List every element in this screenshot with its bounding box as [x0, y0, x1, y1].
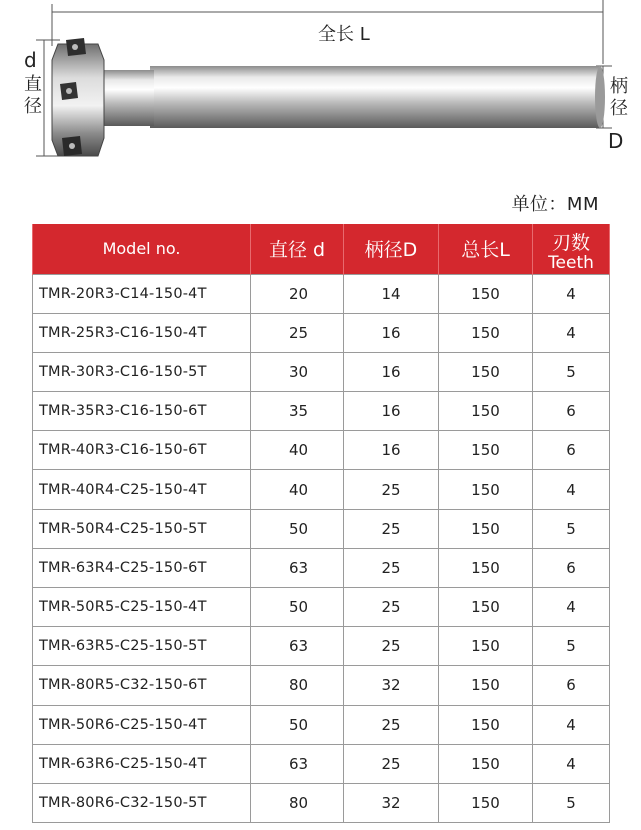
- row-teeth: 4: [533, 470, 610, 509]
- row-diameter: 40: [251, 470, 344, 509]
- header-length: 总长L: [439, 224, 533, 274]
- row-length: 150: [439, 783, 533, 822]
- header-teeth-cn: 刃数: [551, 232, 590, 255]
- table-header: [33, 224, 610, 274]
- row-teeth: 4: [533, 313, 610, 352]
- header-teeth-en: Teeth: [548, 252, 594, 273]
- row-model: TMR-50R5-C25-150-4T: [33, 588, 251, 627]
- row-length: 150: [439, 431, 533, 470]
- row-model: TMR-80R6-C32-150-5T: [33, 783, 251, 822]
- row-teeth: 5: [533, 352, 610, 391]
- row-diameter: 63: [251, 744, 344, 783]
- row-length: 150: [439, 588, 533, 627]
- diameter-cn-1: 直: [24, 74, 42, 95]
- row-shank: 32: [344, 783, 439, 822]
- diameter-letter: d: [24, 48, 37, 72]
- spec-table: [32, 224, 610, 823]
- row-diameter: 35: [251, 392, 344, 431]
- length-label: 全长 L: [318, 24, 370, 45]
- table-row: [33, 392, 610, 431]
- row-shank: 25: [344, 627, 439, 666]
- table-body: [33, 274, 610, 823]
- row-model: TMR-40R4-C25-150-4T: [33, 470, 251, 509]
- row-shank: 25: [344, 744, 439, 783]
- row-shank: 25: [344, 588, 439, 627]
- row-shank: 16: [344, 431, 439, 470]
- diameter-cn-2: 径: [24, 96, 42, 117]
- table-row: [33, 470, 610, 509]
- row-model: TMR-40R3-C16-150-6T: [33, 431, 251, 470]
- row-model: TMR-63R5-C25-150-5T: [33, 627, 251, 666]
- row-teeth: 4: [533, 588, 610, 627]
- row-length: 150: [439, 744, 533, 783]
- row-length: 150: [439, 313, 533, 352]
- row-diameter: 50: [251, 509, 344, 548]
- row-shank: 25: [344, 509, 439, 548]
- header-diameter: 直径 d: [251, 224, 344, 274]
- table-row: [33, 783, 610, 822]
- row-teeth: 4: [533, 744, 610, 783]
- shank-letter: D: [608, 129, 624, 153]
- row-length: 150: [439, 352, 533, 391]
- row-teeth: 4: [533, 705, 610, 744]
- row-teeth: 6: [533, 666, 610, 705]
- header-teeth: [533, 224, 610, 274]
- shank-cn-2: 径: [610, 98, 628, 119]
- row-teeth: 4: [533, 274, 610, 313]
- row-diameter: 63: [251, 627, 344, 666]
- table-row: [33, 274, 610, 313]
- table-row: [33, 744, 610, 783]
- table-row: [33, 509, 610, 548]
- row-model: TMR-35R3-C16-150-6T: [33, 392, 251, 431]
- row-model: TMR-50R6-C25-150-4T: [33, 705, 251, 744]
- row-diameter: 50: [251, 705, 344, 744]
- row-shank: 14: [344, 274, 439, 313]
- row-model: TMR-25R3-C16-150-4T: [33, 313, 251, 352]
- header-model: Model no.: [33, 224, 251, 274]
- row-teeth: 5: [533, 627, 610, 666]
- table-row: [33, 588, 610, 627]
- table-row: [33, 627, 610, 666]
- row-model: TMR-63R4-C25-150-6T: [33, 548, 251, 587]
- row-shank: 25: [344, 548, 439, 587]
- row-diameter: 50: [251, 588, 344, 627]
- row-shank: 25: [344, 470, 439, 509]
- table-row: [33, 666, 610, 705]
- row-length: 150: [439, 666, 533, 705]
- row-shank: 32: [344, 666, 439, 705]
- row-shank: 25: [344, 705, 439, 744]
- table-row: [33, 431, 610, 470]
- row-length: 150: [439, 548, 533, 587]
- row-teeth: 6: [533, 548, 610, 587]
- row-shank: 16: [344, 392, 439, 431]
- row-model: TMR-30R3-C16-150-5T: [33, 352, 251, 391]
- row-diameter: 80: [251, 783, 344, 822]
- row-length: 150: [439, 274, 533, 313]
- shank-cn-1: 柄: [610, 76, 628, 97]
- row-model: TMR-80R5-C32-150-6T: [33, 666, 251, 705]
- header-row: [33, 224, 610, 274]
- row-diameter: 80: [251, 666, 344, 705]
- row-diameter: 30: [251, 352, 344, 391]
- row-shank: 16: [344, 313, 439, 352]
- row-diameter: 63: [251, 548, 344, 587]
- unit-label: 单位：MM: [511, 194, 599, 215]
- row-length: 150: [439, 705, 533, 744]
- row-length: 150: [439, 392, 533, 431]
- row-teeth: 5: [533, 783, 610, 822]
- row-length: 150: [439, 470, 533, 509]
- table-row: [33, 705, 610, 744]
- table-row: [33, 352, 610, 391]
- table-row: [33, 313, 610, 352]
- header-shank: 柄径D: [344, 224, 439, 274]
- row-length: 150: [439, 509, 533, 548]
- row-diameter: 40: [251, 431, 344, 470]
- row-shank: 16: [344, 352, 439, 391]
- row-model: TMR-20R3-C14-150-4T: [33, 274, 251, 313]
- row-diameter: 20: [251, 274, 344, 313]
- row-model: TMR-50R4-C25-150-5T: [33, 509, 251, 548]
- row-teeth: 6: [533, 392, 610, 431]
- row-model: TMR-63R6-C25-150-4T: [33, 744, 251, 783]
- row-length: 150: [439, 627, 533, 666]
- row-teeth: 6: [533, 431, 610, 470]
- row-diameter: 25: [251, 313, 344, 352]
- tool-diagram: [0, 0, 641, 170]
- row-teeth: 5: [533, 509, 610, 548]
- table-row: [33, 548, 610, 587]
